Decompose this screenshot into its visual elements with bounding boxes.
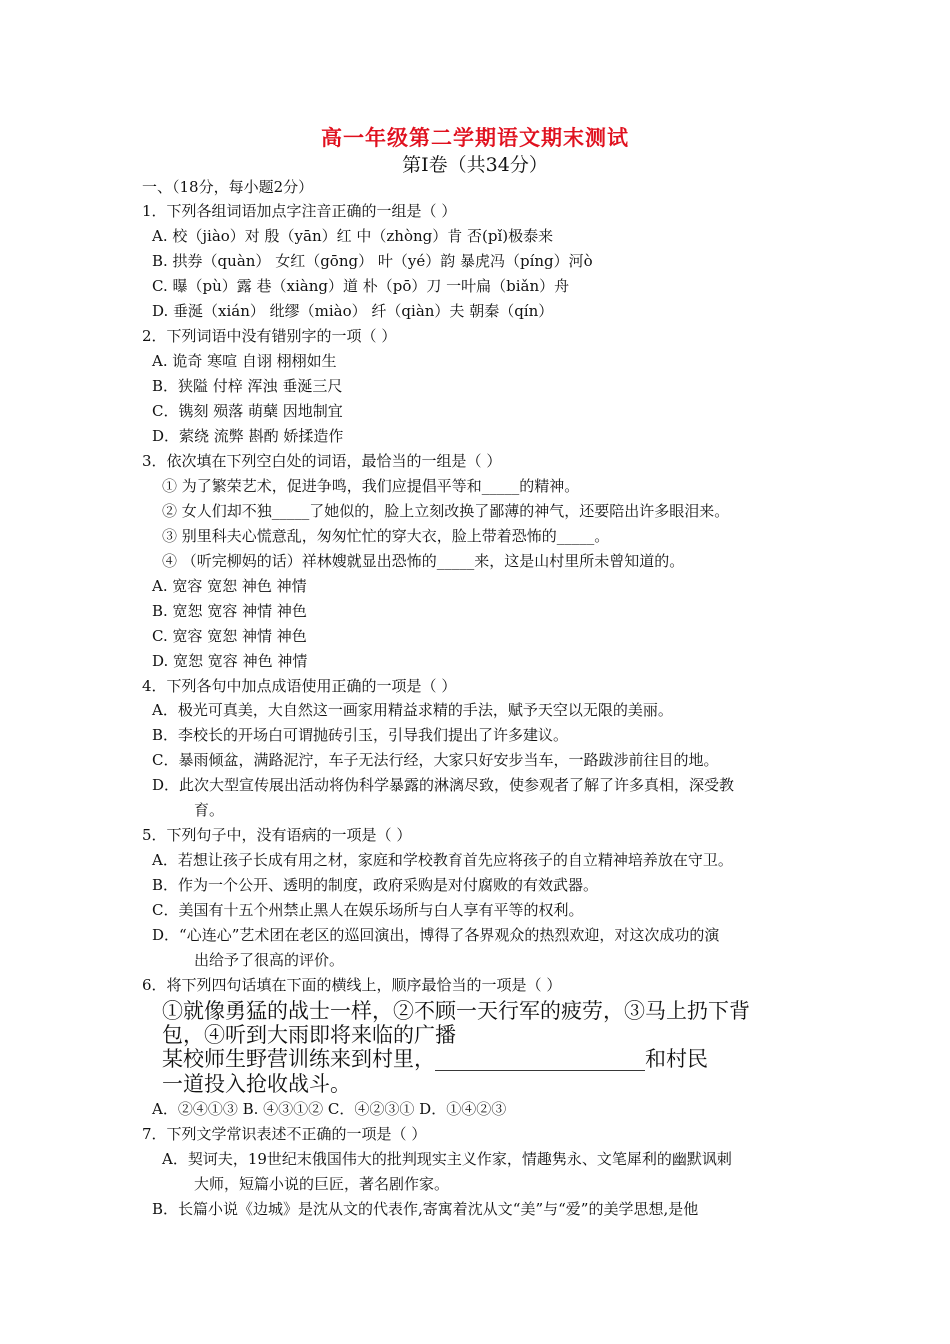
q3-option-c: C. 宽容 宽恕 神情 神色	[152, 627, 307, 645]
q5-option-b: B．作为一个公开、透明的制度，政府采购是对付腐败的有效武器。	[152, 876, 599, 894]
q2-option-b: B．狭隘 付梓 浑浊 垂涎三尺	[152, 377, 343, 395]
q7-option-a-line1: A．契诃夫，19世纪末俄国伟大的批判现实主义作家，情趣隽永、文笔犀利的幽默讽刺	[162, 1150, 732, 1168]
q3-sentence-3: ③ 别里科夫心慌意乱，匆匆忙忙的穿大衣，脸上带着恐怖的_____。	[162, 527, 610, 545]
q4-option-a: A．极光可真美，大自然这一画家用精益求精的手法，赋予天空以无限的美丽。	[152, 701, 673, 719]
q7-option-a-line2: 大师，短篇小说的巨匠，著名剧作家。	[194, 1175, 450, 1193]
q1-stem: 1．下列各组词语加点字注音正确的一组是（ ）	[142, 202, 457, 220]
q5-stem: 5．下列句子中，没有语病的一项是（ ）	[142, 826, 412, 844]
q6-passage-line1: 某校师生野营训练来到村里，____________________和村民	[162, 1047, 708, 1071]
q3-sentence-4: ④ （听完柳妈的话）祥林嫂就显出恐怖的_____来，这是山村里所未曾知道的。	[162, 552, 685, 570]
q7-stem: 7．下列文学常识表述不正确的一项是（ ）	[142, 1125, 427, 1143]
q2-option-c: C．镌刻 殒落 萌蘖 因地制宜	[152, 402, 343, 420]
q4-option-c: C．暴雨倾盆，满路泥泞，车子无法行经，大家只好安步当车，一路跋涉前往目的地。	[152, 751, 719, 769]
q3-option-a: A. 宽容 宽恕 神色 神情	[152, 577, 307, 595]
page-subtitle: 第Ⅰ卷（共34分）	[402, 154, 548, 176]
q5-option-d-line1: D．“心连心”艺术团在老区的巡回演出，博得了各界观众的热烈欢迎，对这次成功的演	[152, 926, 720, 944]
q2-stem: 2．下列词语中没有错别字的一项（ ）	[142, 327, 397, 345]
q3-stem: 3．依次填在下列空白处的词语，最恰当的一组是（ ）	[142, 452, 502, 470]
q5-option-a: A．若想让孩子长成有用之材，家庭和学校教育首先应将孩子的自立精神培养放在守卫。	[152, 851, 733, 869]
q7-option-b-line1: B．长篇小说《边城》是沈从文的代表作,寄寓着沈从文“美”与“爱”的美学思想,是他	[152, 1200, 699, 1218]
q1-option-d: D. 垂涎（xián） 纰缪（miào） 纤（qiàn）夫 朝秦（qín）	[152, 302, 554, 320]
q4-stem: 4．下列各句中加点成语使用正确的一项是（ ）	[142, 677, 457, 695]
q6-phrases-line2: 包，④听到大雨即将来临的广播	[162, 1023, 456, 1047]
q2-option-d: D．萦绕 流弊 斟酌 娇揉造作	[152, 427, 344, 445]
page-title: 高一年级第二学期语文期末测试	[321, 125, 629, 150]
q5-option-c: C．美国有十五个州禁止黑人在娱乐场所与白人享有平等的权利。	[152, 901, 584, 919]
q1-option-c: C. 曝（pù）露 巷（xiàng）道 朴（pō）刀 一叶扁（biǎn）舟	[152, 277, 570, 295]
q4-option-d-line2: 育。	[194, 801, 225, 819]
q3-option-d: D. 宽恕 宽容 神色 神情	[152, 652, 308, 670]
q4-option-b: B．李校长的开场白可谓抛砖引玉，引导我们提出了许多建议。	[152, 726, 569, 744]
q3-option-b: B. 宽恕 宽容 神情 神色	[152, 602, 307, 620]
q6-stem: 6．将下列四句话填在下面的横线上，顺序最恰当的一项是（ ）	[142, 976, 562, 994]
q1-option-b: B. 拱券（quàn） 女红（gōng） 叶（yé）韵 暴虎冯（píng）河ò	[152, 252, 593, 270]
section-heading: 一、（18分，每小题2分）	[142, 178, 314, 196]
q6-options: A．②④①③ B. ④③①② C．④②③① D．①④②③	[152, 1100, 507, 1118]
q1-option-a: A. 校（jiào）对 殷（yān）红 中（zhòng）肯 否(pǐ)极泰来	[152, 227, 554, 245]
q5-option-d-line2: 出给予了很高的评价。	[194, 951, 345, 969]
q2-option-a: A. 诡奇 寒喧 自诩 栩栩如生	[152, 352, 337, 370]
q3-sentence-2: ② 女人们却不独_____了她似的，脸上立刻改换了鄙薄的神气，还要陪出许多眼泪来。	[162, 502, 730, 520]
q3-sentence-1: ① 为了繁荣艺术，促进争鸣，我们应提倡平等和_____的精神。	[162, 477, 580, 495]
q6-phrases-line1: ①就像勇猛的战士一样，②不顾一天行军的疲劳，③马上扔下背	[162, 999, 750, 1023]
q6-passage-line2: 一道投入抢收战斗。	[162, 1072, 351, 1096]
q4-option-d-line1: D．此次大型宣传展出活动将伪科学暴露的淋漓尽致，使参观者了解了许多真相，深受教	[152, 776, 735, 794]
